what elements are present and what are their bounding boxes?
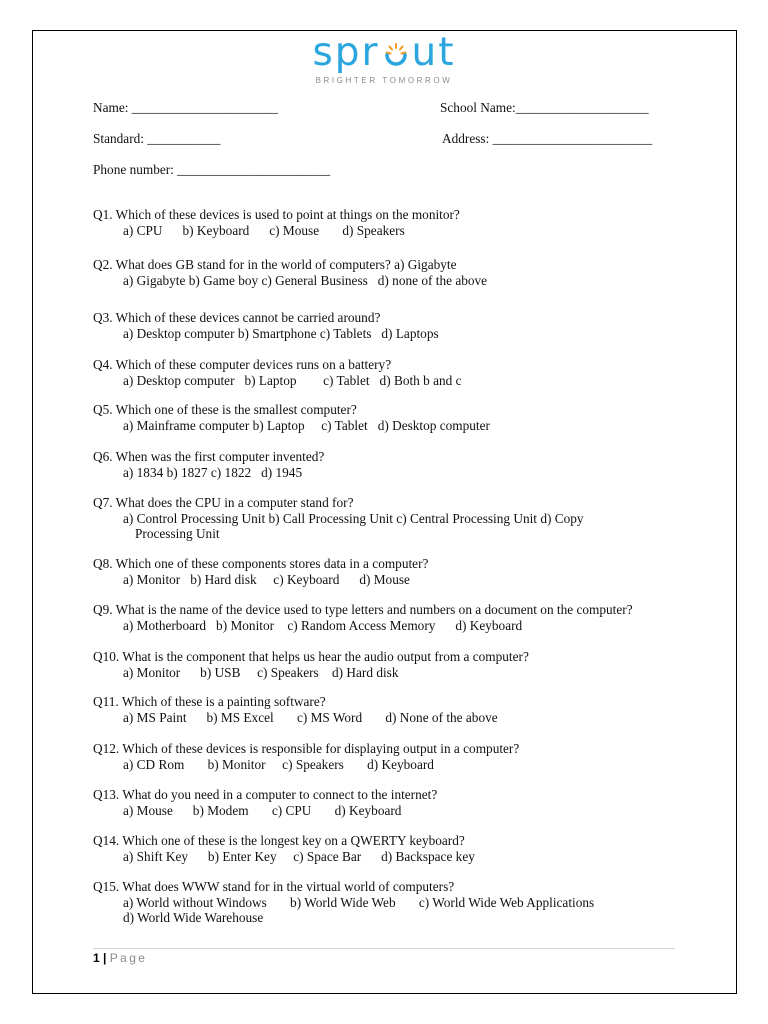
question-options: a) Desktop computer b) Smartphone c) Tablets d) Laptops: [123, 325, 439, 341]
question-options: a) Mainframe computer b) Laptop c) Tablet d) Desktop computer: [123, 417, 490, 433]
question-4: [93, 357, 462, 388]
question-options: a) Control Processing Unit b) Call Processing Unit c) Central Processing Unit d) Copy: [123, 510, 584, 526]
logo-word-left: spr: [312, 30, 380, 75]
question-options: a) MS Paint b) MS Excel c) MS Word d) None of the above: [123, 709, 498, 725]
page-footer: [93, 950, 147, 966]
question-options-continuation: Processing Unit: [135, 526, 220, 541]
question-options: a) Monitor b) USB c) Speakers d) Hard disk: [123, 664, 399, 680]
question-15: [93, 879, 594, 926]
question-stem: Q11. Which of these is a painting software?: [93, 694, 326, 709]
question-stem: Q10. What is the component that helps us hear the audio output from a computer?: [93, 649, 529, 664]
question-stem: Q15. What does WWW stand for in the virtual world of computers?: [93, 879, 455, 894]
name-field: Name: ______________________: [93, 100, 279, 115]
standard-field: Standard: ___________: [93, 131, 221, 146]
question-options: a) 1834 b) 1827 c) 1822 d) 1945: [123, 464, 303, 480]
question-options-continuation: d) World Wide Warehouse: [123, 910, 264, 925]
question-1: [93, 207, 460, 238]
question-8: [93, 556, 428, 587]
question-stem: Q14. Which one of these is the longest key on a QWERTY keyboard?: [93, 833, 465, 848]
logo-word-right: ut: [411, 30, 456, 75]
question-stem: Q5. Which one of these is the smallest computer?: [93, 402, 357, 417]
question-5: [93, 402, 490, 433]
logo-wordmark: [312, 32, 455, 74]
page-number: 1: [93, 951, 100, 965]
page-separator: |: [99, 951, 110, 965]
question-stem: Q4. Which of these computer devices runs on a battery?: [93, 357, 392, 372]
sun-icon: [381, 38, 411, 68]
question-stem: Q9. What is the name of the device used to type letters and numbers on a document on the computer?: [93, 602, 633, 617]
question-stem: Q8. Which one of these components stores data in a computer?: [93, 556, 429, 571]
question-options: a) Mouse b) Modem c) CPU d) Keyboard: [123, 802, 402, 818]
question-options: a) Motherboard b) Monitor c) Random Access Memory d) Keyboard: [123, 617, 523, 633]
question-options: a) Gigabyte b) Game boy c) General Business d) none of the above: [123, 272, 488, 288]
sprout-logo: [0, 32, 768, 85]
phone-number-field: Phone number: _______________________: [93, 162, 331, 177]
question-stem: Q3. Which of these devices cannot be carried around?: [93, 310, 381, 325]
question-options: a) CD Rom b) Monitor c) Speakers d) Keyboard: [123, 756, 434, 772]
question-stem: Q1. Which of these devices is used to point at things on the monitor?: [93, 207, 460, 222]
question-stem: Q6. When was the first computer invented?: [93, 449, 325, 464]
question-2: [93, 257, 487, 288]
question-12: [93, 741, 519, 772]
question-stem: Q7. What does the CPU in a computer stand for?: [93, 495, 354, 510]
question-14: [93, 833, 475, 864]
page-label: Page: [109, 951, 148, 965]
question-7: [93, 495, 584, 542]
question-10: [93, 649, 529, 680]
address-field: Address: ________________________: [442, 131, 653, 146]
question-options: a) Desktop computer b) Laptop c) Tablet d) Both b and c: [123, 372, 462, 388]
question-options: a) World without Windows b) World Wide Web c) World Wide Web Applications: [123, 894, 595, 910]
logo-tagline: BRIGHTER TOMORROW: [315, 76, 453, 85]
question-stem: Q2. What does GB stand for in the world of computers? a) Gigabyte: [93, 257, 457, 272]
question-stem: Q13. What do you need in a computer to connect to the internet?: [93, 787, 438, 802]
school-name-field: School Name:____________________: [440, 100, 649, 115]
question-9: [93, 602, 633, 633]
question-options: a) Monitor b) Hard disk c) Keyboard d) Mouse: [123, 571, 410, 587]
question-stem: Q12. Which of these devices is responsible for displaying output in a computer?: [93, 741, 520, 756]
question-11: [93, 694, 498, 725]
question-13: [93, 787, 437, 818]
question-3: [93, 310, 439, 341]
question-options: a) CPU b) Keyboard c) Mouse d) Speakers: [123, 222, 405, 238]
footer-divider: [93, 948, 675, 949]
question-6: [93, 449, 324, 480]
question-options: a) Shift Key b) Enter Key c) Space Bar d) Backspace key: [123, 848, 475, 864]
